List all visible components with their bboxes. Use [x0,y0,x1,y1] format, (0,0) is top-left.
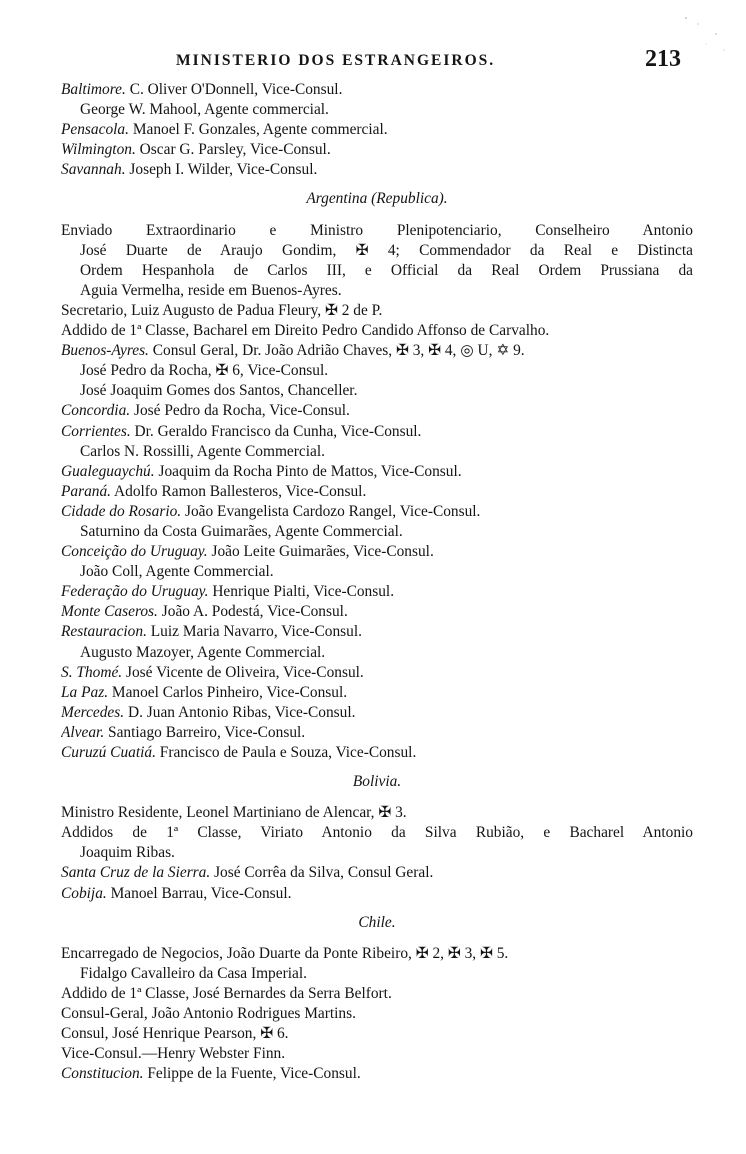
spacer [61,180,693,186]
entry-line [61,1044,693,1064]
place-name: Baltimore. [61,81,126,98]
entry-line [61,743,693,763]
entry-text: Secretario, Luiz Augusto de Padua Fleury, ✠ 2 de P. [61,301,383,319]
entry-text: Addido de 1ª Classe, Bacharel em Direito Pedro Candido Affonso de Carvalho. [61,322,550,340]
place-name: Paraná. [61,482,112,500]
entry-text: José Pedro da Rocha, ✠ 6, Vice-Consul. [80,362,329,380]
entry-line [61,301,693,321]
entry-text: José Vicente de Oliveira, Vice-Consul. [122,663,364,681]
entry-line [61,602,693,622]
place-name: Curuzú Cuatiá. [61,744,156,761]
entry-text: José Corrêa da Silva, Consul Geral. [210,864,434,882]
page-number: 213 [645,46,681,72]
place-name: La Paz. [61,683,109,701]
entry-line [61,321,693,341]
place-name: Federação do Uruguay. [61,583,209,601]
place-name: Cobija. [61,884,107,902]
place-name: Restauracion. [61,623,147,641]
entry-text: Ministro Residente, Leonel Martiniano de Alencar, ✠ 3. [61,804,407,822]
entry-text: Addido de 1ª Classe, José Bernardes da Serra Belfort. [61,984,392,1002]
place-name: Concordia. [61,402,131,420]
entry-text: Encarregado de Negocios, João Duarte da Ponte Ribeiro, ✠ 2, ✠ 3, ✠ 5. [61,944,509,962]
entry-text: Saturnino da Costa Guimarães, Agente Commercial. [80,522,403,540]
entry-line [61,663,693,683]
entry-line [61,984,693,1004]
entry-line [61,803,693,823]
entry-text: Carlos N. Rossilli, Agente Commercial. [80,442,325,460]
entry-text: João Leite Guimarães, Vice-Consul. [207,543,434,561]
entry-text: Henrique Pialti, Vice-Consul. [208,583,395,601]
place-name: Conceição do Uruguay. [61,543,208,561]
entry-text: João Coll, Agente Commercial. [80,563,274,581]
entry-text: José Joaquim Gomes dos Santos, Chanceller. [80,382,358,400]
entry-line [61,140,693,160]
entry-line [61,1024,693,1044]
continuation-line [61,522,693,542]
place-name: Alvear. [61,723,105,741]
entry-line [61,462,693,482]
place-name: Buenos-Ayres. [61,342,149,360]
entry-line [61,823,693,843]
running-title: MINISTERIO DOS ESTRANGEIROS. [176,52,496,69]
entry-line [61,723,693,743]
entry-line [61,1064,693,1084]
place-name: Santa Cruz de la Sierra. [61,864,211,882]
entry-line [61,1004,693,1024]
entry-text: José Pedro da Rocha, Vice-Consul. [130,402,350,420]
entry-text: Adolfo Ramon Ballesteros, Vice-Consul. [111,482,367,500]
entry-text: C. Oliver O'Donnell, Vice-Consul. [125,81,343,98]
continuation-line [61,381,693,401]
entry-line [61,884,693,904]
place-name: Pensacola. [61,121,129,139]
continuation-line [61,964,693,984]
entry-text: Manoel Carlos Pinheiro, Vice-Consul. [108,683,348,701]
place-name: Savannah. [61,161,126,179]
entry-line [61,221,693,241]
entry-line [61,502,693,522]
entry-text: Consul Geral, Dr. João Adrião Chaves, ✠ 3, ✠ 4, ◎ U, ✡ 9. [148,342,525,360]
continuation-line [61,100,693,120]
document-body [61,80,693,1084]
continuation-line [61,241,693,261]
entry-line [61,422,693,442]
entry-text: Manoel F. Gonzales, Agente commercial. [128,121,388,139]
entry-line [61,944,693,964]
entry-line [61,622,693,642]
place-name: Mercedes. [61,703,125,721]
continuation-line [61,442,693,462]
entry-text: Vice-Consul.—Henry Webster Finn. [61,1045,286,1063]
place-name: Monte Caseros. [61,603,158,621]
continuation-line [61,281,693,301]
entry-line [61,703,693,723]
entry-text: Santiago Barreiro, Vice-Consul. [104,723,306,741]
place-name: Wilmington. [61,141,136,159]
entry-text: Consul, José Henrique Pearson, ✠ 6. [61,1025,289,1043]
entry-text: Consul-Geral, João Antonio Rodrigues Martins. [61,1005,356,1023]
continuation-line [61,261,693,281]
entry-line [61,863,693,883]
place-name: Constitucion. [61,1065,144,1083]
entry-text: Fidalgo Cavalleiro da Casa Imperial. [80,964,307,982]
entry-line [61,401,693,421]
section-title: Chile. [358,913,396,931]
entry-text: João A. Podestá, Vice-Consul. [157,603,348,621]
entry-text: Manoel Barrau, Vice-Consul. [106,884,292,902]
section-title: Bolivia. [352,773,402,791]
entry-text: George W. Mahool, Agente commercial. [80,101,329,119]
section-heading [61,189,693,209]
entry-text: Oscar G. Parsley, Vice-Consul. [135,141,331,159]
entry-line [61,542,693,562]
entry-text: Ordem Hespanhola de Carlos III, e Official da Real Ordem Prussiana da [80,261,693,279]
continuation-line [61,361,693,381]
spacer [61,904,693,910]
entry-line [61,160,693,180]
page-header [0,46,746,76]
continuation-line [61,643,693,663]
section-heading [61,772,693,792]
section-title: Argentina (Republica). [306,190,448,208]
place-name: Cidade do Rosario. [61,502,182,520]
continuation-line [61,562,693,582]
entry-text: Joaquim da Rocha Pinto de Mattos, Vice-Consul. [154,462,462,480]
entry-text: D. Juan Antonio Ribas, Vice-Consul. [124,703,356,721]
entry-line [61,341,693,361]
place-name: Corrientes. [61,422,131,440]
entry-text: Joaquim Ribas. [80,844,175,862]
entry-line [61,120,693,140]
entry-text: Francisco de Paula e Souza, Vice-Consul. [155,744,417,761]
entry-text: Joseph I. Wilder, Vice-Consul. [125,161,318,179]
entry-text: Luiz Maria Navarro, Vice-Consul. [146,623,362,641]
entry-line [61,683,693,703]
entry-line [61,482,693,502]
place-name: Gualeguaychú. [61,462,155,480]
entry-line [61,582,693,602]
entry-text: Aguia Vermelha, reside em Buenos-Ayres. [80,281,342,299]
paper-speck-marks [676,10,736,70]
entry-text: Enviado Extraordinario e Ministro Plenipotenciario, Conselheiro Antonio [61,221,693,239]
continuation-line [61,843,693,863]
entry-text: Augusto Mazoyer, Agente Commercial. [80,643,326,661]
place-name: S. Thomé. [61,663,123,681]
entry-text: Addidos de 1ª Classe, Viriato Antonio da Silva Rubião, e Bacharel Antonio [61,824,693,842]
entry-text: José Duarte de Araujo Gondim, ✠ 4; Commendador da Real e Distincta [80,241,693,259]
entry-text: Felippe de la Fuente, Vice-Consul. [143,1065,361,1083]
section-heading [61,913,693,933]
entry-line [61,80,693,100]
entry-text: João Evangelista Cardozo Rangel, Vice-Consul. [181,502,481,520]
entry-text: Dr. Geraldo Francisco da Cunha, Vice-Consul. [130,422,422,440]
spacer [61,763,693,769]
